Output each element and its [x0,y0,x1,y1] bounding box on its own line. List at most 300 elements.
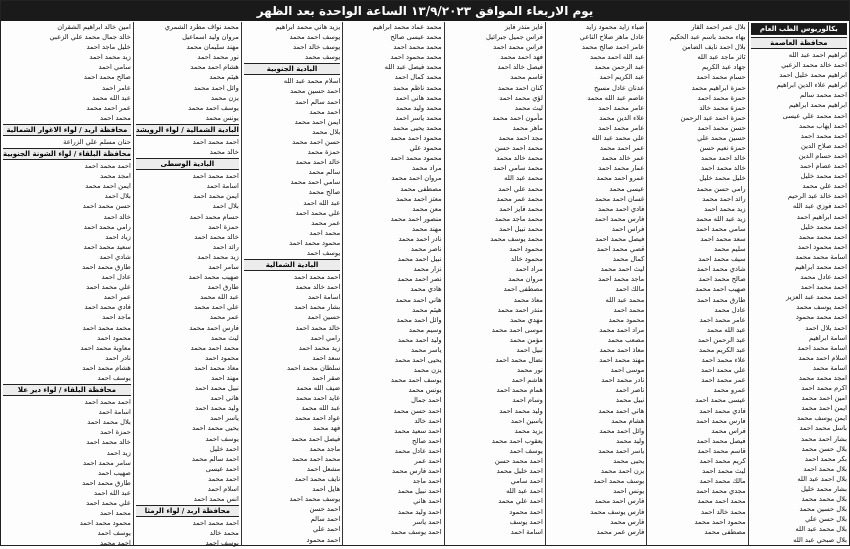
name-entry: ايمن احمد محمد [85,182,131,191]
name-entry: احمد فارس محمد [392,467,442,476]
name-entry: مهدي محمد [510,315,543,324]
name-entry: بلال احمد [212,202,239,211]
name-entry: حمزة احمد [208,222,239,231]
name-entry: عامر محمد احمد [699,315,746,324]
name-entry: عبد الرحمن احمد [697,335,746,344]
name-entry: يحيى محمد احمد [192,424,239,433]
name-entry: سامي محمد احمد [695,224,746,233]
name-entry: مهند احمد [211,374,239,382]
name-entry: فراس محمد [711,426,746,435]
name-entry: عبد الله محمد [301,404,341,413]
name-entry: احمد محمد عبد العزيز [786,293,847,302]
name-entry: ياسين احمد [510,416,543,425]
name-entry: يوسف احمد [205,539,239,548]
name-entry: احمد خليل [209,444,239,453]
name-entry: ايمن محمد احمد [193,192,239,201]
name-entry: اسلام محمد عبد الله [283,77,341,86]
name-entry: احمد محمد [100,539,131,548]
name-entry: محمد احمد [100,113,131,122]
name-entry: امجد محمد [100,172,131,181]
name-entry: اسامة احمد [510,527,543,536]
name-entry: بشار احمد محمد [801,434,847,443]
name-entry: احمد محمد احمد [192,519,239,528]
name-entry: محمد وليد محمد [395,103,442,112]
name-entry: بلال حسين محمد [799,505,847,514]
name-entry: عبد الرحمن محمد [594,63,645,72]
name-entry: علي محمد احمد [86,499,131,508]
section-header: محافظة البلقاء / لواء دير علا [3,384,131,396]
name-entry: احمد محمد [208,474,239,483]
name-entry: فراس احمد [611,224,645,233]
name-entry: احمد ياسر [412,517,442,526]
name-entry: عيسى محمد [609,184,645,193]
name-entry: يوسف احمد محمد [289,33,341,42]
name-entry: امين احمد محمد [801,394,847,403]
name-entry: احمد محمد علي عيسى [782,111,847,120]
name-entry: محمد يوسف محمد [490,234,543,243]
name-entry: وليد محمد [616,436,645,445]
name-entry: احمد هاني [413,497,442,506]
name-entry: فارس احمد محمد [189,323,239,332]
name-entry: اسامة ابراهيم [808,333,847,342]
name-entry: محمد احمد محمد [190,343,239,352]
name-entry: مروان احمد محمد [391,174,442,183]
name-entry: صقر احمد [311,374,341,382]
name-entry: بلال محمد احمد [87,418,131,427]
name-entry: ابراهيم محمد خليل احمد [779,71,847,80]
name-entry: حسين محمد علي [697,134,746,143]
name-entry: نايف محمد احمد [294,474,341,483]
name-entry: اسلام احمد [207,485,239,494]
name-entry: زيد عبد الله محمد [696,214,746,223]
name-entry: محمد علي احمد [498,184,543,193]
name-entry: فيصل محمد احمد [696,436,746,445]
name-entry: فراس محمد احمد [493,43,543,52]
name-entry: احمد حسن [309,505,341,514]
name-entry: احمد عادل محمد [394,446,442,455]
name-entry: احمد سالم احمد [295,97,341,106]
name-entry: محمد احمد [100,509,131,518]
name-entry: احمد محمد ابراهيم [794,262,847,271]
name-entry: علاء الدين محمد [599,113,645,122]
name-entry: احمد وليد محمد [397,507,442,516]
name-entry: ضيف الله محمد [296,384,341,393]
name-entry: خالد محمد احمد [86,438,131,447]
name-entry: عمر احمد [103,293,131,302]
name-entry: شادي محمد احمد [696,265,746,274]
name-entry: احمد محمد احمد [192,172,239,181]
name-entry: اكرم محمد احمد [801,384,847,393]
name-entry: قصي محمد احمد [596,245,645,254]
name-entry: بلال محمد محمد [801,495,847,504]
name-entry: قاسم محمد [510,73,543,82]
name-entry: زياد احمد [105,232,131,241]
name-entry: يوسف محمد احمد [289,495,341,504]
name-entry: محمد خالد محمد [496,154,543,163]
name-entry: عيسى محمد احمد [695,396,746,405]
name-entry: ناصر محمد [410,245,442,254]
name-entry: هاني احمد محمد [395,295,442,304]
name-entry: محمود علي [409,144,442,153]
name-entry: حمزة محمد خالد [699,103,746,112]
name-entry: ليث محمد احمد [702,467,746,476]
name-entry: محمد خالد احمد [701,507,746,516]
name-entry: عمر احمد محمد [86,103,131,112]
name-entry: ابراهيم محمد ابراهيم [788,101,847,110]
name-entry: محمود محمد [608,315,645,324]
name-entry: محمد نواف مطرد الشمري [164,23,239,31]
name-entry: احمد محمد سالم [799,91,847,100]
name-entry: شادي احمد [99,252,131,261]
name-entry: يونس احمد [613,487,645,496]
name-entry: رامي حسن محمد [696,184,746,193]
name-entry: كريم محمد احمد [699,457,746,466]
name-entry: احمد خالد محمد الزعبي [781,61,847,70]
name-entry: مهند سليمان محمد [186,43,239,52]
name-entry: اسامة محمد [812,363,847,372]
name-entry: مشعل احمد [306,464,341,473]
name-entry: احمد محمد احمد [800,131,847,140]
name-entry: زيد محمد احمد [704,204,746,213]
name-entry: اسلام احمد محمد [798,353,847,362]
name-entry: محمد نبيل احمد [499,224,543,233]
name-entry: مصطفى محمد [704,527,746,536]
name-entry: يوسف احمد محمد [390,376,442,385]
name-entry: خالد احمد [103,212,131,221]
name-entry: محمد كمال احمد [394,73,442,82]
name-entry: منصور احمد محمد [390,214,442,223]
name-entry: محمد ماجد محمد [494,214,543,223]
name-entry: معن محمد [412,204,442,213]
name-entry: رائد احمد [212,242,239,251]
name-entry: هشام محمد [611,416,645,425]
name-entry: احمد يوسف محمد [390,527,442,536]
name-entry: سليم محمد [713,245,746,254]
name-entry: احمد يوسف محمد [796,303,847,312]
name-entry: احمد محمد احمد [84,162,131,171]
name-entry: محمد عبد الله [504,174,543,183]
name-entry: فادي محمد احمد [699,406,746,415]
name-entry: ماهر محمد [512,123,543,132]
name-entry: عاصم عبد الله محمد [587,93,645,102]
name-entry: يوسف احمد [97,374,131,382]
name-entry: محمد هاني احمد [395,93,442,102]
name-entry: يزن احمد محمد [600,467,645,476]
name-entry: همام محمد احمد [496,386,543,395]
name-entry: محمد فايز احمد [499,204,543,213]
name-entry: امين خالد ابراهيم الشقران [57,23,131,31]
name-entry: فراس جميل جبرائيل [486,33,543,42]
name-entry: احمد محمد [309,107,341,116]
name-entry: موسى احمد [610,366,645,375]
name-entry: نادر محمد احمد [601,376,645,385]
name-entry: خالد محمد احمد [194,232,239,241]
name-entry: حمزة احمد عبد الرحمن [680,113,746,122]
name-entry: علي محمد احمد [700,366,746,375]
name-entry: يوسف احمد [306,248,341,257]
name-entry: احمد جمال [411,396,442,405]
name-entry: عمر احمد محمد [599,144,645,153]
name-entry: خليل محمد خليل [699,174,746,183]
name-entry: بلال احمد عبد الله [797,474,847,483]
name-entry: بشار محمد احمد [294,303,341,312]
name-entry: موسى احمد محمد [491,325,543,334]
name-entry: ايمن احمد محمد [294,117,341,126]
name-entry: مهند محمد احمد [599,356,645,365]
name-entry: صهيب محمد احمد [188,273,239,282]
name-entry: عبد الله محمد [706,325,746,334]
name-entry: محمد فيصل عبد الله [384,63,442,72]
name-entry: وليد محمد احمد [499,406,543,415]
name-entry: هشام احمد محمد [190,63,239,72]
name-entry: هشام محمد احمد [82,363,131,372]
name-entry: يونس محمد [408,386,442,395]
name-entry: احمد محمد خليل [800,222,847,231]
section-header: البادية الوسطى [136,158,239,170]
name-entry: محمد عبد الله [605,295,645,304]
name-entry: وسيم محمد [408,325,442,334]
name-entry: كنان احمد محمد [497,83,543,92]
name-entry: مؤمن محمد [509,335,543,344]
name-entry: احمد محمد محمد [798,232,847,241]
name-entry: عبد الله محمد [92,93,131,102]
name-entry: امجد محمد محمد [798,374,847,382]
name-entry: علي محمد احمد [295,208,341,217]
name-entry: عبد الكريم محمد [699,346,746,354]
name-entry: احمد محمد احمد [293,273,341,282]
name-entry: وليد محمد احمد [195,404,239,413]
name-entry: احمد علي [312,525,341,534]
name-entry: صالح محمد [308,188,341,197]
name-entry: سلطان محمد احمد [287,363,341,372]
name-entry: مالك احمد [615,285,645,294]
name-entry: وائل احمد محمد [599,426,645,435]
name-entry: عبد الله محمد [200,293,239,302]
name-entry: يوسف احمد محمد [188,103,239,112]
name-entry: وائل احمد محمد [396,315,442,324]
name-entry: باسل محمد احمد [799,424,847,433]
section-header: البادية الشمالية [244,259,340,271]
name-entry: نبيل محمد احمد [194,384,239,393]
name-entry: علي محمد عبد الله [591,134,645,143]
name-entry: ابراهيم علاء الدين ابراهيم [776,81,847,90]
name-entry: محمود محمد احمد [79,519,131,528]
name-entry: ياسر احمد [210,414,239,423]
name-entry: عبد الكريم احمد [599,73,645,82]
name-entry: عادل احمد [101,273,131,282]
name-entry: احمد عبد الله [506,487,543,496]
name-entry: كمال محمد [612,255,645,264]
names-column [133,22,241,548]
name-entry: محمد عيسى صالح [390,33,442,42]
name-entry: سعد محمد احمد [700,234,746,243]
name-entry: ياسر محمد [410,346,442,354]
name-entry: حسام محمد احمد [189,212,239,221]
name-entry: بكر محمد احمد [804,454,847,463]
name-entry: نور محمد احمد [197,53,239,62]
name-entry: عامر احمد صالح محمد [581,43,645,52]
name-entry: احمد عصام احمد [800,162,847,171]
name-entry: عامر محمد احمد [598,123,645,132]
name-entry: احمد ايهاب محمد [798,121,847,130]
name-entry: معتز احمد محمد [396,194,442,203]
name-entry: محمد عمر محمد [496,194,543,203]
name-entry: فادي محمد احمد [84,303,131,312]
name-entry: صهيب احمد [97,468,131,477]
name-entry: مالك محمد احمد [699,477,746,486]
name-entry: احمد محمود [509,507,543,516]
name-entry: فارس عمر محمد [596,527,645,536]
name-entry: بلال حسن محمد [801,444,847,453]
name-entry: احمد محمد خليل [800,172,847,181]
name-entry: وائل احمد محمد [193,83,239,92]
name-entry: لؤي محمد احمد [499,93,543,102]
name-entry: محمود محمد احمد [390,154,442,163]
name-entry: محمد محمد احمد [82,323,131,332]
name-entry: احمد عيسى [205,464,239,473]
name-entry: احمد بلال احمد [805,323,847,332]
name-entry: فيصل محمد احمد [595,234,645,243]
name-entry: بلال احمد [104,192,131,201]
name-entry: عامر احمد [102,83,131,92]
name-entry: سيف محمد احمد [698,255,746,264]
name-entry: بلال محمد [312,127,341,136]
name-entry: علي احمد محمد [194,303,239,312]
name-entry: طارق احمد [207,283,239,292]
name-entry: خالد محمد [209,148,239,157]
name-entry: حمزة ابراهيم محمد [691,83,746,92]
name-entry: ناصر احمد [615,386,645,395]
name-entry: حسن محمد احمد [697,123,746,132]
names-column [241,22,342,545]
name-entry: حسين احمد [307,313,341,322]
name-entry: نصر احمد محمد [397,275,442,284]
name-entry: يونس محمد [205,113,239,122]
name-entry: بلال صبحي عبد الله [793,535,847,544]
name-entry: علاء محمد احمد [701,356,746,365]
name-entry: طارق محمد احمد [82,478,131,487]
name-entry: احمد صلاح الدين [801,141,847,150]
name-entry: هيثم محمد [209,73,239,82]
name-entry: خليل ماجد احمد [86,43,131,52]
name-entry: محمد ياسر احمد [395,113,442,122]
name-entry: حمزة احمد [100,428,131,437]
name-entry: منذر احمد محمد [497,305,543,314]
names-columns [1,22,849,548]
name-entry: بشار محمد خليل [800,485,847,494]
name-entry: عمر خالد محمد [601,154,645,163]
name-entry: احمد محمود [306,535,341,544]
name-entry: احمد خالد [414,416,442,425]
name-entry: ياسر احمد محمد [598,446,645,455]
name-entry: خالد احمد محمد [295,158,341,167]
name-entry: محمود خالد [510,255,543,264]
name-entry: خالد احمد محمد [701,154,746,163]
name-entry: قاسم محمد احمد [697,446,746,455]
name-entry: اسامة محمد محمد [795,252,847,261]
names-column [646,22,747,545]
name-entry: مجد احمد محمد [498,134,543,143]
name-entry: يعقوب احمد محمد [491,436,543,445]
name-entry: يزيد هاني محمد ابراهيم [275,23,341,31]
name-entry: علي محمد احمد [86,283,131,292]
name-entry: رائد احمد محمد [702,194,746,203]
name-entry: خالد محمد احمد [701,164,746,173]
name-entry: محمد احمد محمد [292,454,341,463]
name-entry: مراد محمد [412,164,442,173]
name-entry: سالم محمد [308,168,341,177]
name-entry: احمد محمد حسن [494,457,543,466]
name-entry: احمد علي محمد [498,497,543,506]
name-entry: بلال محمد احمد [803,464,847,473]
name-entry: احمد حسن محمد [393,406,442,415]
name-entry: محمود احمد [97,333,131,342]
name-entry: نبيل احمد محمد [397,255,442,264]
name-entry: فيصل خالد احمد [497,63,543,72]
name-entry: اسامة احمد [206,182,239,191]
name-entry: صهيب احمد محمد [695,285,746,294]
name-entry: احمد حسين محمد [290,87,341,96]
name-entry: عبد الله احمد [303,198,341,207]
page-title: يوم الاربعاء الموافق ١٣/٩/٢٠٢٣ الساعة الواحدة بعد الظهر [1,1,849,21]
name-entry: عمرو احمد محمد [596,174,645,183]
name-entry: احمد محمد احمد [800,283,847,292]
name-entry: هاني احمد [210,394,239,403]
name-entry: يزن محمد [210,93,239,102]
name-entry: ماجد محمد [309,444,341,453]
name-entry: طارق محمد احمد [82,262,131,271]
name-entry: احمد سامي [510,477,543,486]
name-entry: ضياء زايد محمود زايد [585,23,645,31]
name-entry: وليد احمد محمد [397,335,442,344]
name-entry: هايل احمد [312,485,341,494]
name-entry: اسامة احمد [308,293,341,302]
name-entry: محمد ناظم محمد [393,83,442,92]
name-entry: مهند محمد [411,224,442,233]
names-column [342,22,443,545]
section-header: محافظة اربد / لواء الرمثا [136,505,239,517]
name-entry: عايد احمد محمد [295,394,341,403]
name-entry: محمد عماد محمد ابراهيم [372,23,442,31]
name-entry: نبيل احمد [516,346,543,354]
name-entry: حمزة نعيم حسن [699,144,746,153]
name-entry: سامر احمد [208,262,239,271]
name-entry: صالح محمد احمد [83,73,131,82]
name-entry: مجدي محمد احمد [696,487,746,496]
name-entry: عواد احمد محمد [295,414,341,423]
name-entry: ماجد محمد احمد [598,275,645,284]
name-entry: عمر محمد احمد [701,376,746,385]
name-entry: مصطفى احمد [503,285,543,294]
section-header: البادية الشمالية / لواء الرويشد [135,125,239,134]
name-entry: فارس محمد احمد [696,416,746,425]
names-column [748,22,849,545]
name-entry: هيثم محمد [412,305,442,314]
name-entry: احمد عادل محمد [800,273,847,282]
name-entry: ليث محمد [210,333,239,342]
name-entry: بهاء محمد باسم عبد الحكيم [669,33,746,42]
name-entry: فارس محمد [610,517,645,526]
name-entry: محمود محمد احمد [289,238,341,247]
name-entry: انس محمد احمد [193,495,239,504]
name-entry: محمد احمد [309,228,341,237]
name-entry: غسان احمد محمد [594,194,645,203]
names-column [545,22,646,545]
section-header: البادية الجنوبية [244,63,340,75]
name-entry: يوسف احمد [509,446,543,455]
name-entry: فيصل احمد محمد [291,434,341,443]
name-entry: مراد احمد محمد [599,325,645,334]
